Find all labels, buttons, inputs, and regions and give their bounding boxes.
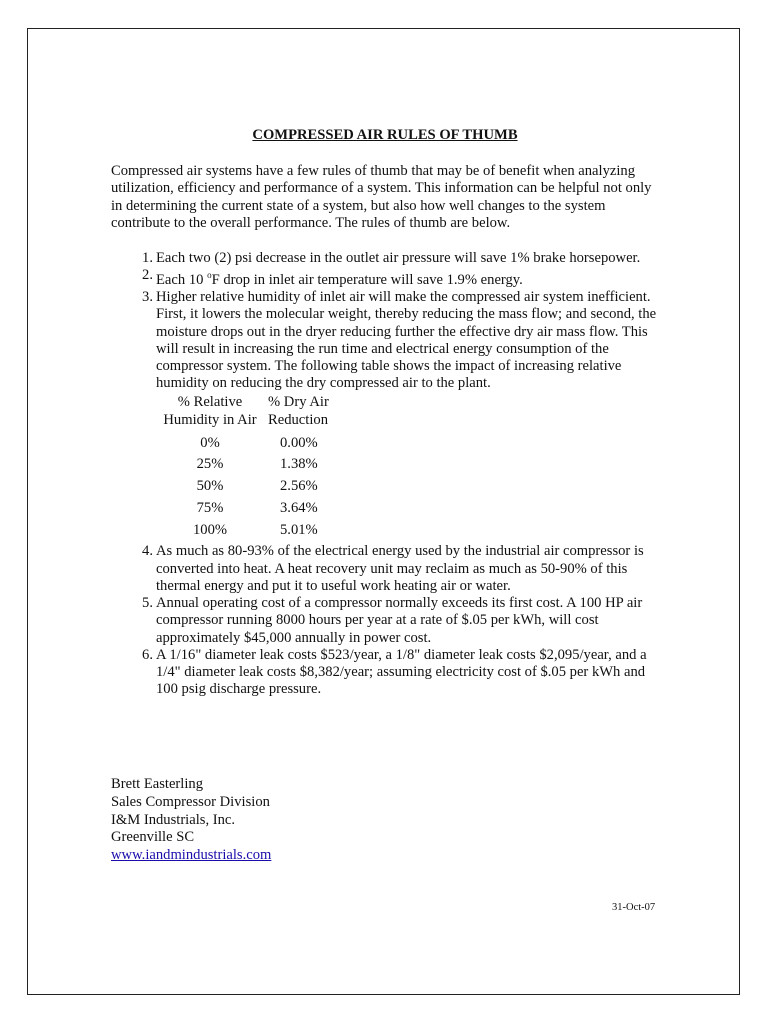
rule-number: 6.	[142, 646, 153, 663]
document-title: COMPRESSED AIR RULES OF THUMB	[252, 127, 518, 143]
author-name: Brett Easterling	[111, 776, 203, 792]
rule-item-2	[111, 267, 659, 289]
table-header: % Relative Humidity in Air	[163, 393, 257, 428]
table-cell: 100%	[192, 521, 228, 538]
rule-number: 1.	[142, 250, 153, 267]
table-header-row	[159, 393, 354, 435]
table-row	[159, 522, 354, 544]
humidity-table	[159, 393, 354, 544]
table-row	[159, 456, 354, 478]
rule-text: Each 10	[156, 272, 208, 289]
rule-text: Each two (2) psi decrease in the outlet air pressure will save 1% brake horsepower.	[156, 250, 641, 267]
table-cell: 1.38%	[280, 456, 318, 473]
intro-paragraph: Compressed air systems have a few rules of thumb that may be of benefit when analyzing utilization, efficiency and performance of a system. This information can be helpful not only in determining the current state of a system, but also how well changes to the system contribute to the overall performance. The rules of thumb are below.	[111, 163, 652, 231]
table-header: % Dry Air Reduction	[268, 393, 329, 428]
rule-text: As much as 80-93% of the electrical energy used by the industrial air compressor is converted into heat. A heat recovery unit may reclaim as much as 50-90% of this thermal energy and put it to useful work heating air or water.	[156, 543, 644, 594]
rule-item-1	[111, 250, 659, 267]
author-company: I&M Industrials, Inc.	[111, 811, 236, 828]
signature-block	[111, 776, 271, 865]
rule-text: Annual operating cost of a compressor normally exceeds its first cost. A 100 HP air compressor running 8000 hours per year at a rate of $.05 per kWh, will cost approximately $45,000 annually in power cost.	[156, 595, 643, 646]
rule-number: 4.	[142, 543, 153, 560]
table-cell: 0.00%	[280, 434, 318, 451]
rule-number: 3.	[142, 289, 153, 306]
document-date: 31-Oct-07	[612, 902, 656, 913]
rule-text: Higher relative humidity of inlet air will make the compressed air system inefficient. First, it lowers the molecular weight, thereby reducing the mass flow; and second, the moisture drops out in the dryer reducing further the effective dry air mass flow. This will result in increasing the run time and electrical energy consumption of the compressor system. The following table shows the impact of increasing relative humidity on reducing the dry compressed air to the plant.	[156, 289, 657, 392]
rule-text: F drop in inlet air temperature will save 1.9% energy.	[211, 272, 523, 289]
table-row	[159, 435, 354, 457]
document-body	[111, 127, 659, 698]
table-cell: 0%	[200, 434, 220, 451]
rule-item-5	[111, 595, 659, 647]
rule-number: 2.	[142, 267, 153, 284]
degree-superscript: o	[207, 270, 212, 281]
rules-list	[111, 250, 659, 698]
website-link[interactable]: www.iandmindustrials.com	[111, 847, 272, 864]
rule-item-6	[111, 647, 659, 699]
rule-item-3	[111, 289, 659, 543]
table-cell: 25%	[196, 456, 224, 473]
table-row	[159, 500, 354, 522]
table-cell: 3.64%	[280, 499, 318, 516]
table-cell: 75%	[196, 499, 224, 516]
rule-text: A 1/16" diameter leak costs $523/year, a 1/8" diameter leak costs $2,095/year, and a 1/4" diameter leak costs $8,382/year; assuming electricity cost of $.05 per kWh and 100 psig discharge pressure.	[156, 646, 647, 698]
table-row	[159, 478, 354, 500]
author-location: Greenville SC	[111, 829, 195, 846]
author-division: Sales Compressor Division	[111, 793, 270, 810]
table-cell: 5.01%	[280, 521, 318, 538]
rule-number: 5.	[142, 595, 153, 612]
table-cell: 2.56%	[280, 478, 318, 495]
table-cell: 50%	[196, 478, 224, 495]
rule-item-4	[111, 543, 659, 595]
